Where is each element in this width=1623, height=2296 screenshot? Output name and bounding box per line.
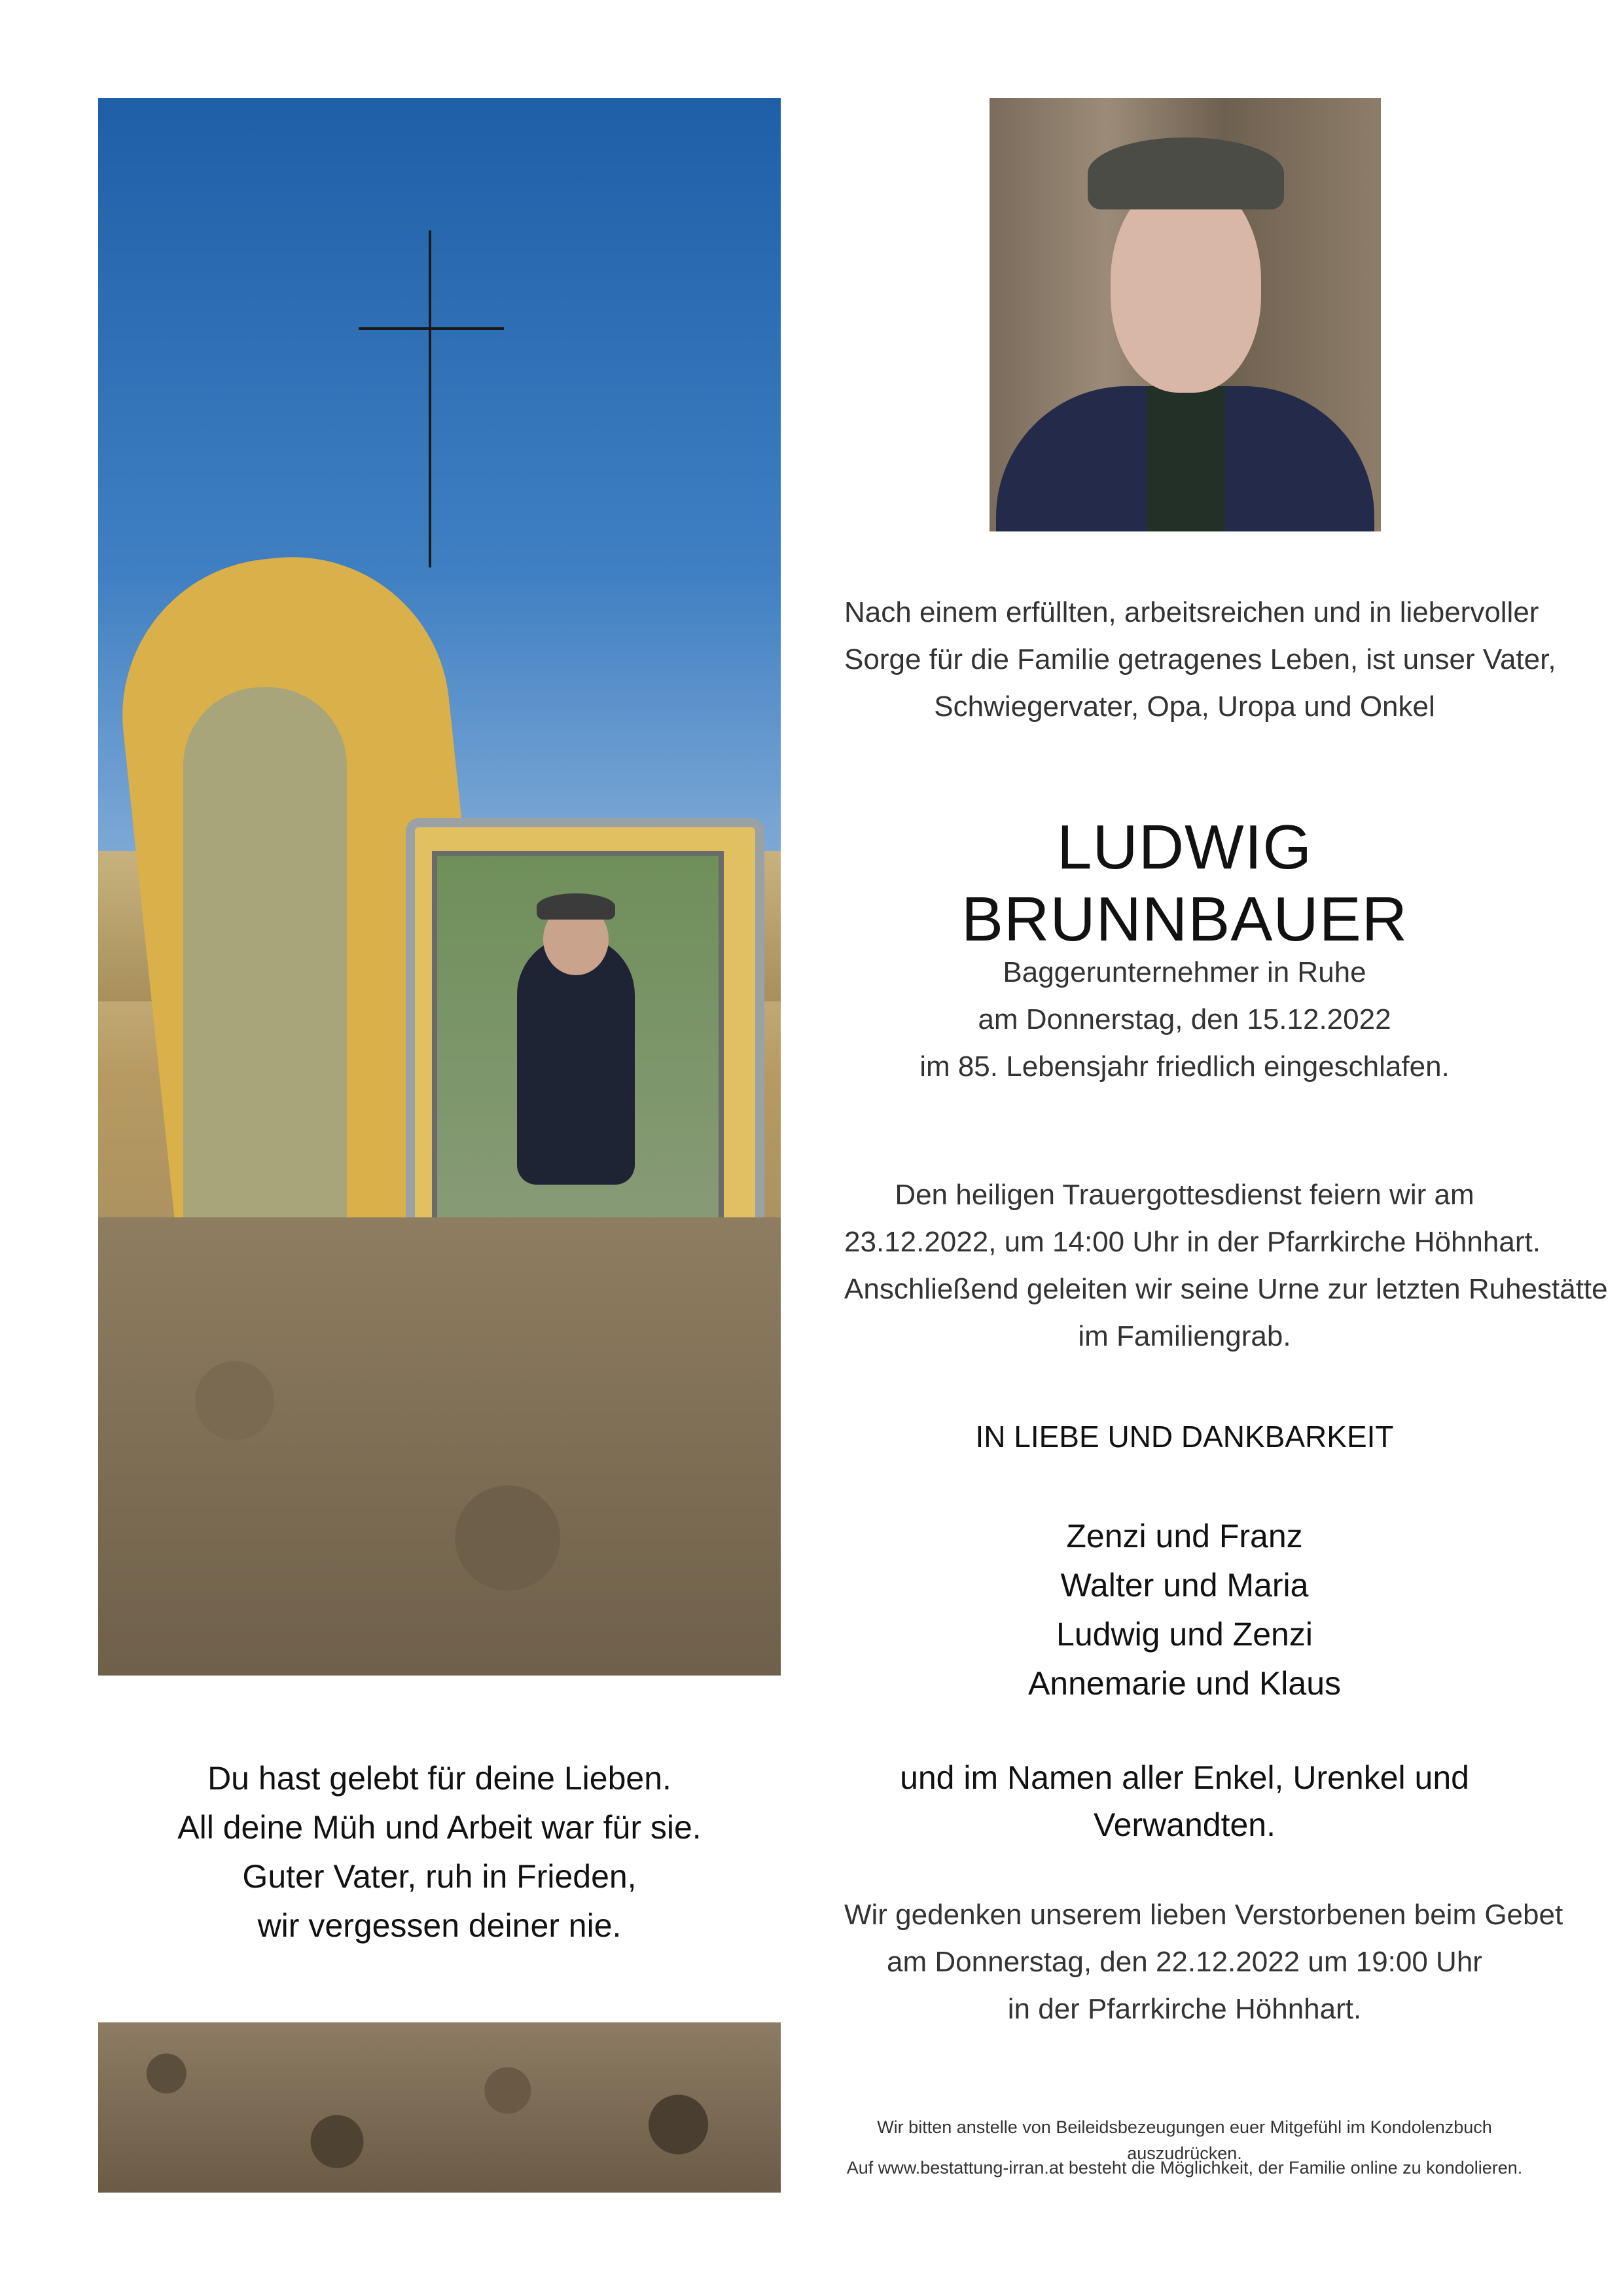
- love-heading: IN LIEBE UND DANKBARKEIT: [975, 1420, 1394, 1454]
- family-list: [844, 1512, 1525, 1708]
- family-member: Ludwig und Zenzi: [1056, 1616, 1313, 1653]
- prayer-line: in der Pfarrkirche Höhnhart.: [1007, 1993, 1362, 2025]
- online-condolence-note: Auf www.bestattung-irran.at besteht die Möglichkeit, der Familie online zu kondolieren.: [846, 2158, 1523, 2178]
- closing-line: und im Namen aller Enkel, Urenkel und: [900, 1759, 1469, 1796]
- service-line: 23.12.2022, um 14:00 Uhr in der Pfarrkirche Höhnhart.: [844, 1226, 1541, 1258]
- occupation-line: im 85. Lebensjahr friedlich eingeschlafen.: [919, 1050, 1450, 1083]
- closing-text: [844, 1754, 1525, 1848]
- closing-line: Verwandten.: [1094, 1806, 1275, 1843]
- condolence-note: Wir bitten anstelle von Beileidsbezeugungen euer Mitgefühl im Kondolenzbuch auszudrücken.: [877, 2117, 1492, 2163]
- occupation-text: [844, 949, 1525, 1090]
- poem-line: Guter Vater, ruh in Frieden,: [242, 1858, 637, 1895]
- portrait-photo: [990, 98, 1381, 531]
- poem-line: All deine Müh und Arbeit war für sie.: [177, 1809, 702, 1846]
- cross-icon-bar: [359, 327, 504, 330]
- intro-line: Nach einem erfüllten, arbeitsreichen und in liebervoller: [844, 596, 1539, 628]
- prayer-text: [844, 1892, 1563, 2033]
- occupation-line: Baggerunternehmer in Ruhe: [1003, 956, 1366, 988]
- family-member: Annemarie und Klaus: [1027, 1665, 1342, 1702]
- poem-line: wir vergessen deiner nie.: [257, 1907, 622, 1944]
- poem-line: Du hast gelebt für deine Lieben.: [207, 1760, 671, 1797]
- family-member: Zenzi und Franz: [1066, 1518, 1303, 1554]
- poem: [98, 1754, 781, 1950]
- excavator-photo: [98, 98, 781, 1676]
- intro-line: Sorge für die Familie getragenes Leben, ist unser Vater,: [844, 643, 1556, 675]
- occupation-line: am Donnerstag, den 15.12.2022: [978, 1003, 1391, 1035]
- deceased-name: LUDWIG BRUNNBAUER: [961, 812, 1408, 954]
- service-text: [844, 1172, 1608, 1360]
- cross-icon: [429, 230, 431, 567]
- intro-text: [844, 589, 1556, 730]
- service-line: Anschließend geleiten wir seine Urne zur letzten Ruhestätte: [844, 1273, 1608, 1305]
- prayer-line: am Donnerstag, den 22.12.2022 um 19:00 Uhr: [887, 1946, 1482, 1978]
- family-member: Walter und Maria: [1060, 1567, 1309, 1604]
- intro-line: Schwiegervater, Opa, Uropa und Onkel: [934, 691, 1435, 723]
- service-line: Den heiligen Trauergottesdienst feiern wir am: [895, 1179, 1474, 1211]
- prayer-line: Wir gedenken unserem lieben Verstorbenen beim Gebet: [844, 1899, 1563, 1931]
- service-line: im Familiengrab.: [1078, 1320, 1291, 1352]
- ground-photo: [98, 2022, 781, 2193]
